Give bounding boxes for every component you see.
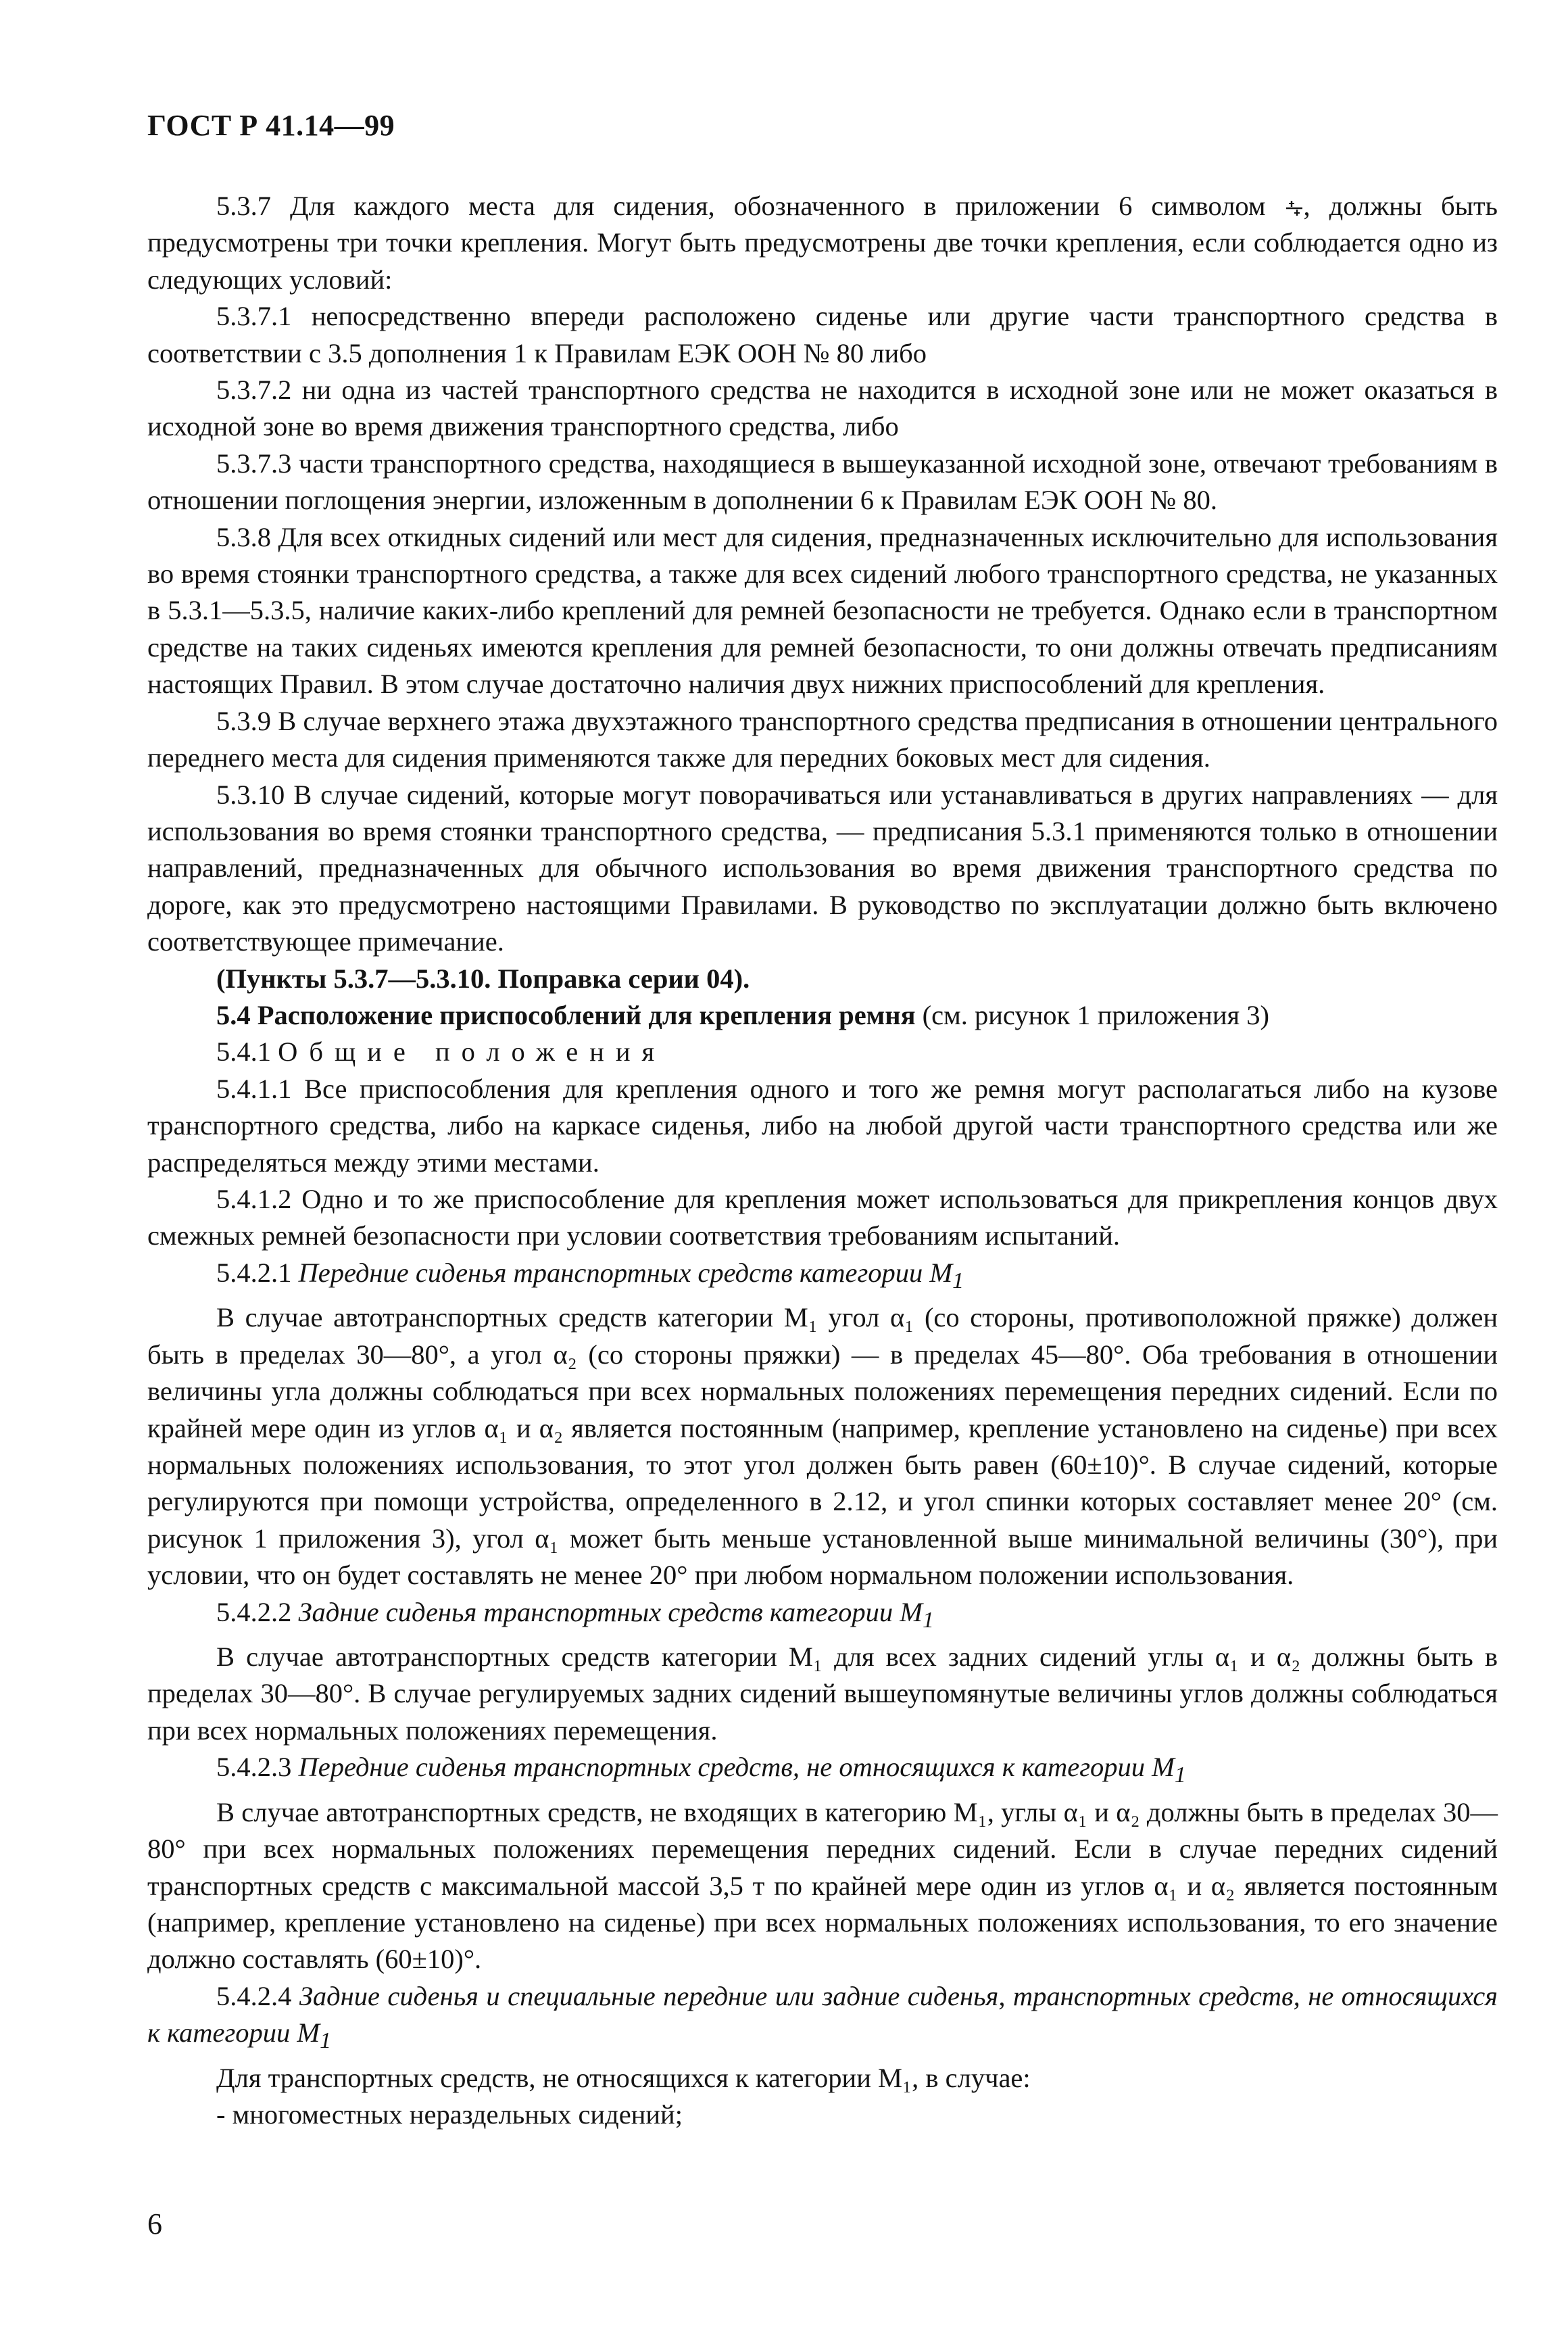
paragraph-5-4-2-1-body: В случае автотранспортных средств категории M₁ угол α₁ (со стороны, противоположной пряжке) должен быть в пределах 30—80°, а угол α₂ (со стороны пряжки) — в пределах 45—80°. Оба требования в отношении величины угла должны соблюдаться при всех нормальных положениях перемещения передних сидений. Если по крайней мере один из углов α₁ и α₂ является постоянным (например, крепление установлено на сиденье) при всех нормальных положениях использования, то этот угол должен быть равен (60±10)°. В случае сидений, которые регулируются при помощи устройства, определенного в 2.12, и угол спинки которых составляет менее 20° (см. рисунок 1 приложения 3), угол α₁ может быть меньше установленной выше минимальной величины (30°), при условии, что он будет составлять не менее 20° при любом нормальном положении использования.: [147, 1302, 1498, 1591]
section-5-4-heading: 5.4 Расположение приспособлений для крепления ремня (см. рисунок 1 приложения 3): [216, 999, 1270, 1030]
three-point-anchorage-symbol-icon: [1285, 199, 1304, 217]
paragraph-5-4-2-3-body: В случае автотранспортных средств, не входящих в категорию M₁, углы α₁ и α₂ должны быть в пределах 30—80° при всех нормальных положениях перемещения передних сидений. Если в случае передних сидений транспортных средств с максимальной массой 3,5 т по крайней мере один из углов α₁ и α₂ является постоянным (например, крепление установлено на сиденье) при всех нормальных положениях использования, то его значение должно составлять (60±10)°.: [147, 1796, 1498, 1975]
amendment-note: (Пункты 5.3.7—5.3.10. Поправка серии 04).: [216, 963, 750, 994]
page-number: 6: [147, 2207, 162, 2240]
section-5-4-2-2-heading: 5.4.2.2 Задние сиденья транспортных средств категории $M_1$: [216, 1596, 934, 1633]
document-header: ГОСТ Р 41.14—99: [147, 109, 395, 142]
paragraph-5-3-7-3: 5.3.7.3 части транспортного средства, находящиеся в вышеуказанной исходной зоне, отвечают требованиям в отношении поглощения энергии, изложенным в дополнении 6 к Правилам ЕЭК ООН № 80.: [147, 448, 1498, 516]
section-5-4-2-1-heading: 5.4.2.1 Передние сиденья транспортных средств категории $M_1$: [216, 1257, 964, 1293]
document-body: [147, 188, 1498, 2134]
paragraph-5-4-2-4-body: Для транспортных средств, не относящихся к категории M₁, в случае:: [216, 2062, 1031, 2093]
paragraph-5-4-1-1: 5.4.1.1 Все приспособления для крепления одного и того же ремня могут располагаться либо на кузове транспортного средства, либо на каркасе сиденья, либо на любой другой части транспортного средства или же распределяться между этими местами.: [147, 1073, 1498, 1178]
paragraph-5-3-10: 5.3.10 В случае сидений, которые могут поворачиваться или устанавливаться в других направлениях — для использования во время стоянки транспортного средства, — предписания 5.3.1 применяются только в отношении направлений, предназначенных для обычного использования во время движения транспортного средства по дороге, как это предусмотрено настоящими Правилами. В руководство по эксплуатации должно быть включено соответствующее примечание.: [147, 779, 1498, 957]
paragraph-5-4-1-2: 5.4.1.2 Одно и то же приспособление для крепления может использоваться для прикрепления концов двух смежных ремней безопасности при условии соответствия требованиям испытаний.: [147, 1183, 1498, 1251]
paragraph-5-3-7: 5.3.7 Для каждого места для сидения, обозначенного в приложении 6 символом , должны быть предусмотрены три точки крепления. Могут быть предусмотрены две точки крепления, если соблюдается одно из следующих условий:: [147, 191, 1498, 295]
section-5-4-1-heading: 5.4.1 Общие положения: [216, 1036, 666, 1068]
section-5-4-2-3-heading: 5.4.2.3 Передние сиденья транспортных средств, не относящихся к категории $M_1$: [216, 1752, 1186, 1788]
paragraph-5-3-7-2: 5.3.7.2 ни одна из частей транспортного средства не находится в исходной зоне или не может оказаться в исходной зоне во время движения транспортного средства, либо: [147, 375, 1498, 442]
list-item: - многоместных нераздельных сидений;: [216, 2099, 683, 2130]
paragraph-5-3-8: 5.3.8 Для всех откидных сидений или мест для сидения, предназначенных исключительно для использования во время стоянки транспортного средства, а также для всех сидений любого транспортного средства, не указанных в 5.3.1—5.3.5, наличие каких-либо креплений для ремней безопасности не требуется. Однако если в транспортном средстве на таких сиденьях имеются крепления для ремней безопасности, то они должны отвечать предписаниям настоящих Правил. В этом случае достаточно наличия двух нижних приспособлений для крепления.: [147, 521, 1498, 700]
section-5-4-2-4-heading: 5.4.2.4 Задние сиденья и специальные передние или задние сиденья, транспортных средств, не относящихся к категории $M_1$: [147, 1980, 1498, 2054]
paragraph-5-4-2-2-body: В случае автотранспортных средств категории M₁ для всех задних сидений углы α₁ и α₂ должны быть в пределах 30—80°. В случае регулируемых задних сидений вышеупомянутые величины углов должны соблюдаться при всех нормальных положениях перемещения.: [147, 1641, 1498, 1746]
paragraph-5-3-7-1: 5.3.7.1 непосредственно впереди расположено сиденье или другие части транспортного средства в соответствии с 3.5 дополнения 1 к Правилам ЕЭК ООН № 80 либо: [147, 301, 1498, 368]
paragraph-5-3-9: 5.3.9 В случае верхнего этажа двухэтажного транспортного средства предписания в отношении центрального переднего места для сидения применяются также для передних боковых мест для сидения.: [147, 705, 1498, 773]
